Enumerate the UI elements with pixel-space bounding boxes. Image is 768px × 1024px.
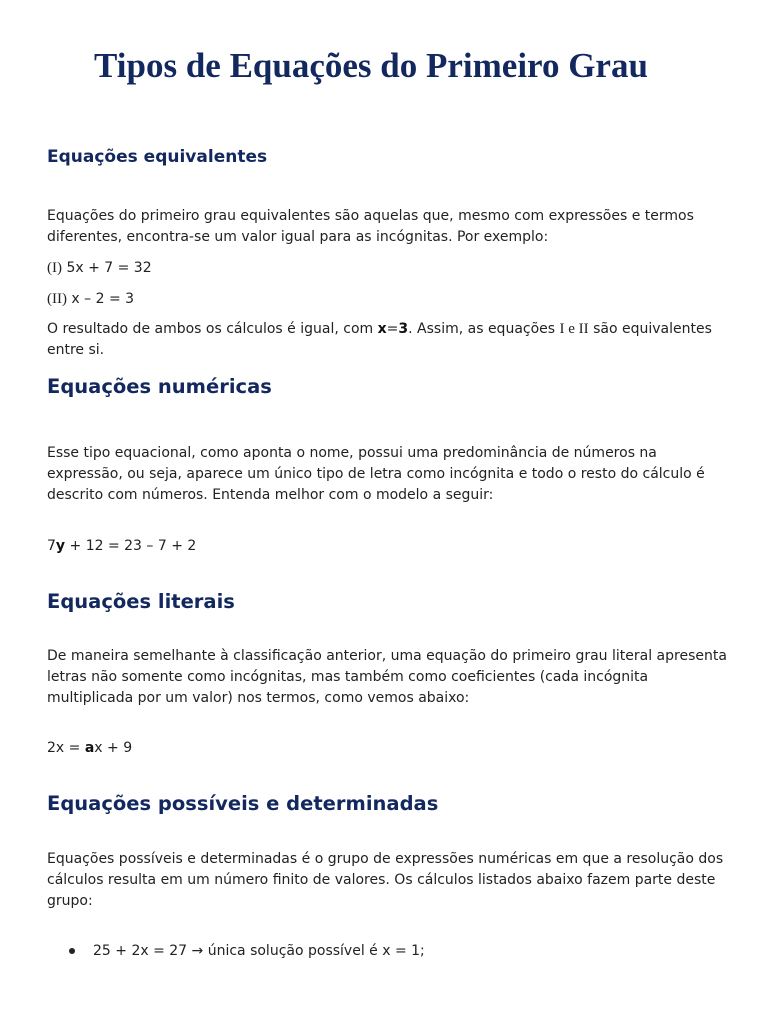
numericas-example-variable: y: [55, 538, 66, 554]
result-text-a: O resultado de ambos os cálculos é igual, com: [47, 321, 378, 337]
paragraph-numericas-intro: Esse tipo equacional, como aponta o nome, possui uma predominância de números na expressão, ou seja, aparece um único tipo de letra como incógnita e todo o resto do cálculo é descrito com números. Entenda melhor com o modelo a seguir:: [47, 445, 705, 503]
literais-example-a: 2x =: [47, 740, 85, 756]
literais-example-b: x + 9: [94, 740, 133, 756]
numericas-example: [47, 536, 727, 557]
bullet-dot-icon: [69, 948, 75, 954]
equation-1: [47, 258, 727, 279]
page-title: Tipos de Equações do Primeiro Grau: [94, 46, 648, 85]
result-variable: x: [377, 321, 387, 337]
equation-2: [47, 289, 727, 310]
numericas-example-b: + 12 = 23 – 7 + 2: [65, 538, 197, 554]
heading-equacoes-equivalentes: Equações equivalentes: [47, 147, 268, 167]
numericas-example-a: 7: [47, 538, 56, 554]
paragraph-equivalentes-intro: Equações do primeiro grau equivalentes são aquelas que, mesmo com expressões e termos diferentes, encontra-se um valor igual para as incógnitas. Por exemplo:: [47, 208, 694, 245]
literais-example: [47, 738, 727, 759]
equation-2-label: (II): [47, 291, 67, 307]
equation-1-body: 5x + 7 = 32: [62, 260, 152, 276]
heading-equacoes-literais: Equações literais: [47, 590, 235, 613]
result-text-b: . Assim, as equações: [408, 321, 560, 337]
heading-equacoes-numericas: Equações numéricas: [47, 375, 272, 398]
paragraph-equivalentes-result: [47, 319, 727, 361]
paragraph-literais-intro: De maneira semelhante à classificação anterior, uma equação do primeiro grau literal apresenta letras não somente como incógnitas, mas também como coeficientes (cada incógnita multiplicada por um valor) nos termos, como vemos abaixo:: [47, 648, 727, 706]
equation-1-label: (I): [47, 260, 62, 276]
result-text-c: I e II: [559, 321, 589, 337]
equation-2-body: x – 2 = 3: [66, 291, 135, 307]
heading-equacoes-possiveis-determinadas: Equações possíveis e determinadas: [47, 792, 439, 815]
result-equals: =: [386, 321, 399, 337]
literais-example-variable: a: [84, 740, 95, 756]
result-text-d: são equivalentes entre si.: [47, 321, 712, 358]
result-value: 3: [398, 321, 409, 337]
paragraph-possiveis-intro: Equações possíveis e determinadas é o grupo de expressões numéricas em que a resolução dos cálculos resulta em um número finito de valores. Os cálculos listados abaixo fazem parte deste grupo:: [47, 851, 724, 909]
bullet-icon: [69, 948, 77, 956]
list-item: 25 + 2x = 27 → única solução possível é x = 1;: [93, 943, 425, 959]
